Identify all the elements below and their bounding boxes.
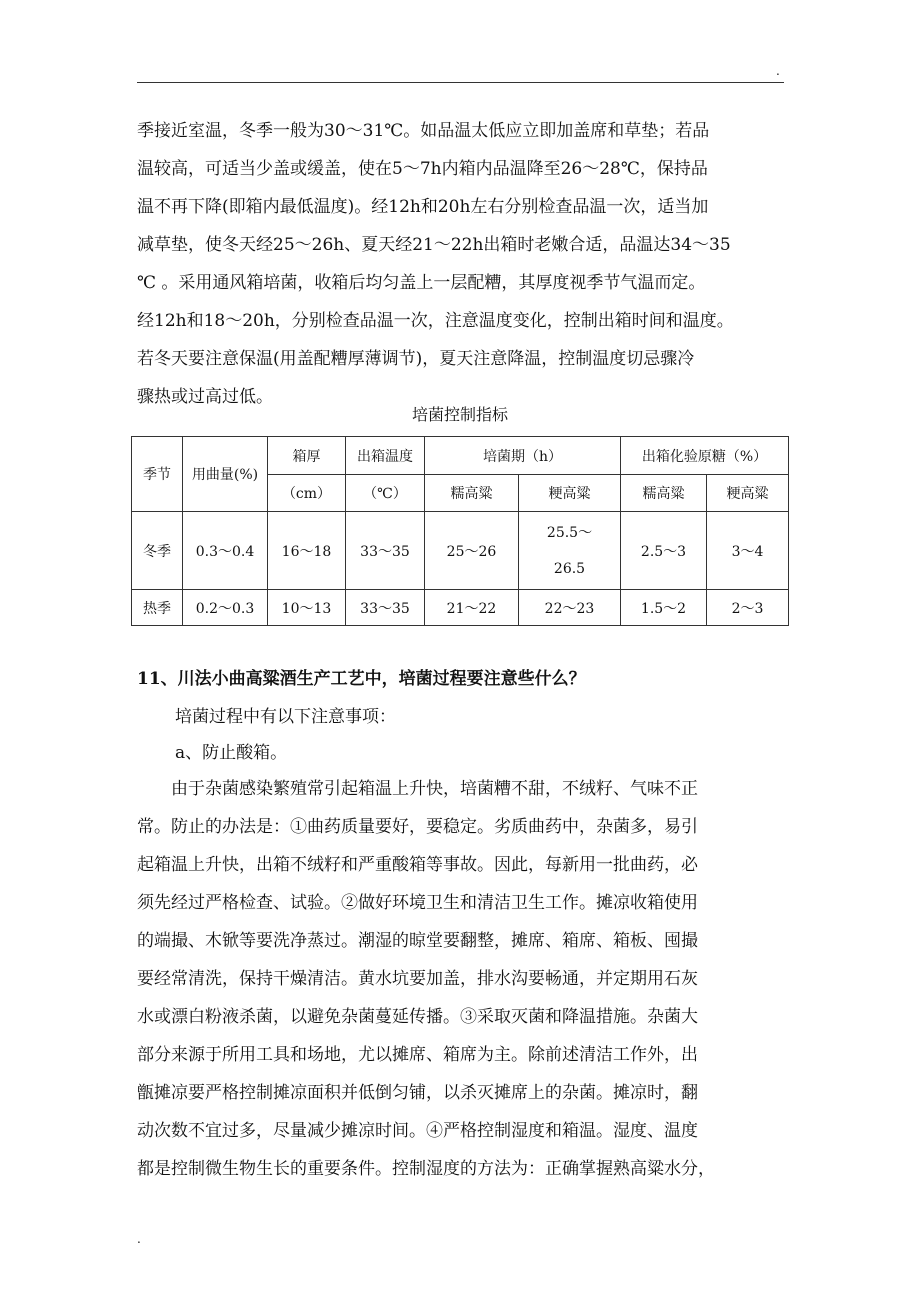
intro-line: 培菌过程中有以下注意事项： xyxy=(175,707,396,727)
text-line: 经12h和18～20h，分别检查品温一次，注意温度变化，控制出箱时间和温度。 xyxy=(137,311,734,331)
header-period-glutinous: 糯高粱 xyxy=(425,475,519,512)
cell-dosage: 0.3～0.4 xyxy=(183,512,268,590)
header-period: 培菌期（h） xyxy=(425,437,621,475)
cell-period-glutinous: 25～26 xyxy=(425,512,519,590)
text-line: 温较高，可适当少盖或缓盖，使在5～7h内箱内品温降至26～28℃，保持品 xyxy=(137,159,708,179)
question-heading: 11、川法小曲高粱酒生产工艺中，培菌过程要注意些什么？ xyxy=(137,669,586,689)
text-line: 部分来源于所用工具和场地，尤以摊席、箱席为主。除前述清洁工作外，出 xyxy=(137,1045,698,1065)
text-line: 的端撮、木锨等要洗净蒸过。潮湿的晾堂要翻整，摊席、箱席、箱板、囤撮 xyxy=(137,931,698,951)
cell-thickness: 10～13 xyxy=(268,590,346,626)
text-line: 动次数不宜过多，尽量减少摊凉时间。④严格控制湿度和箱温。湿度、温度 xyxy=(137,1121,698,1141)
cell-sugar-glutinous: 2.5～3 xyxy=(621,512,707,590)
cell-line: 25.5～ xyxy=(546,524,593,541)
cell-dosage: 0.2～0.3 xyxy=(183,590,268,626)
header-rule xyxy=(137,82,784,83)
header-sugar: 出箱化验原糖（%） xyxy=(621,437,789,475)
table-title: 培菌控制指标 xyxy=(411,405,508,424)
cell-temperature: 33～35 xyxy=(346,590,425,626)
text-line: 温不再下降(即箱内最低温度)。经12h和20h左右分别检查品温一次，适当加 xyxy=(137,197,709,217)
header-temperature: 出箱温度 xyxy=(346,437,425,475)
cell-sugar-japonica: 2～3 xyxy=(707,590,789,626)
text-line: 减草垫，使冬天经25～26h、夏天经21～22h出箱时老嫩合适，品温达34～35 xyxy=(137,235,731,255)
paragraph-culture-temperature xyxy=(137,112,787,416)
text-line: 起箱温上升快，出箱不绒籽和严重酸箱等事故。因此，每新用一批曲药，必 xyxy=(137,855,698,875)
text-line: 须先经过严格检查、试验。②做好环境卫生和清洁卫生工作。摊凉收箱使用 xyxy=(137,893,698,913)
text-line: 要经常清洗，保持干燥清洁。黄水坑要加盖，排水沟要畅通，并定期用石灰 xyxy=(137,969,698,989)
text-line: 常。防止的办法是：①曲药质量要好，要稳定。劣质曲药中，杂菌多，易引 xyxy=(137,817,698,837)
cell-sugar-japonica: 3～4 xyxy=(707,512,789,590)
header-period-japonica: 粳高粱 xyxy=(519,475,621,512)
header-temperature-unit: （℃） xyxy=(346,475,425,512)
cell-season: 热季 xyxy=(132,590,183,626)
paragraph-prevent-acid xyxy=(137,770,787,1188)
text-line: 季接近室温，冬季一般为30～31℃。如品温太低应立即加盖席和草垫；若品 xyxy=(137,121,710,141)
cell-season: 冬季 xyxy=(132,512,183,590)
culture-control-table xyxy=(131,436,789,626)
cell-period-glutinous: 21～22 xyxy=(425,590,519,626)
text-line: 由于杂菌感染繁殖常引起箱温上升快，培菌糟不甜，不绒籽、气味不正 xyxy=(137,779,698,799)
header-dot: . xyxy=(776,64,780,78)
text-line: 骤热或过高过低。 xyxy=(137,387,273,407)
cell-temperature: 33～35 xyxy=(346,512,425,590)
table-row xyxy=(132,590,789,626)
header-sugar-glutinous: 糯高粱 xyxy=(621,475,707,512)
header-season: 季节 xyxy=(132,437,183,512)
header-sugar-japonica: 粳高粱 xyxy=(707,475,789,512)
text-line: 甑摊凉要严格控制摊凉面积并低倒匀铺，以杀灭摊席上的杂菌。摊凉时，翻 xyxy=(137,1083,698,1103)
cell-line: 26.5 xyxy=(553,560,586,577)
text-line: ℃ 。采用通风箱培菌，收箱后均匀盖上一层配糟，其厚度视季节气温而定。 xyxy=(137,273,706,293)
cell-sugar-glutinous: 1.5～2 xyxy=(621,590,707,626)
text-line: 都是控制微生物生长的重要条件。控制湿度的方法为：正确掌握熟高粱水分， xyxy=(137,1159,715,1179)
item-a-heading: a、防止酸箱。 xyxy=(175,743,288,763)
text-line: 若冬天要注意保温(用盖配糟厚薄调节)，夏天注意降温，控制温度切忌骤冷 xyxy=(137,349,695,369)
header-thickness-unit: （cm） xyxy=(268,475,346,512)
footer-dot: . xyxy=(137,1232,141,1246)
header-thickness: 箱厚 xyxy=(268,437,346,475)
cell-period-japonica xyxy=(519,512,621,590)
text-line: 水或漂白粉液杀菌，以避免杂菌蔓延传播。③采取灭菌和降温措施。杂菌大 xyxy=(137,1007,698,1027)
cell-thickness: 16～18 xyxy=(268,512,346,590)
table-row xyxy=(132,512,789,590)
header-dosage: 用曲量(%) xyxy=(183,437,268,512)
cell-period-japonica: 22～23 xyxy=(519,590,621,626)
